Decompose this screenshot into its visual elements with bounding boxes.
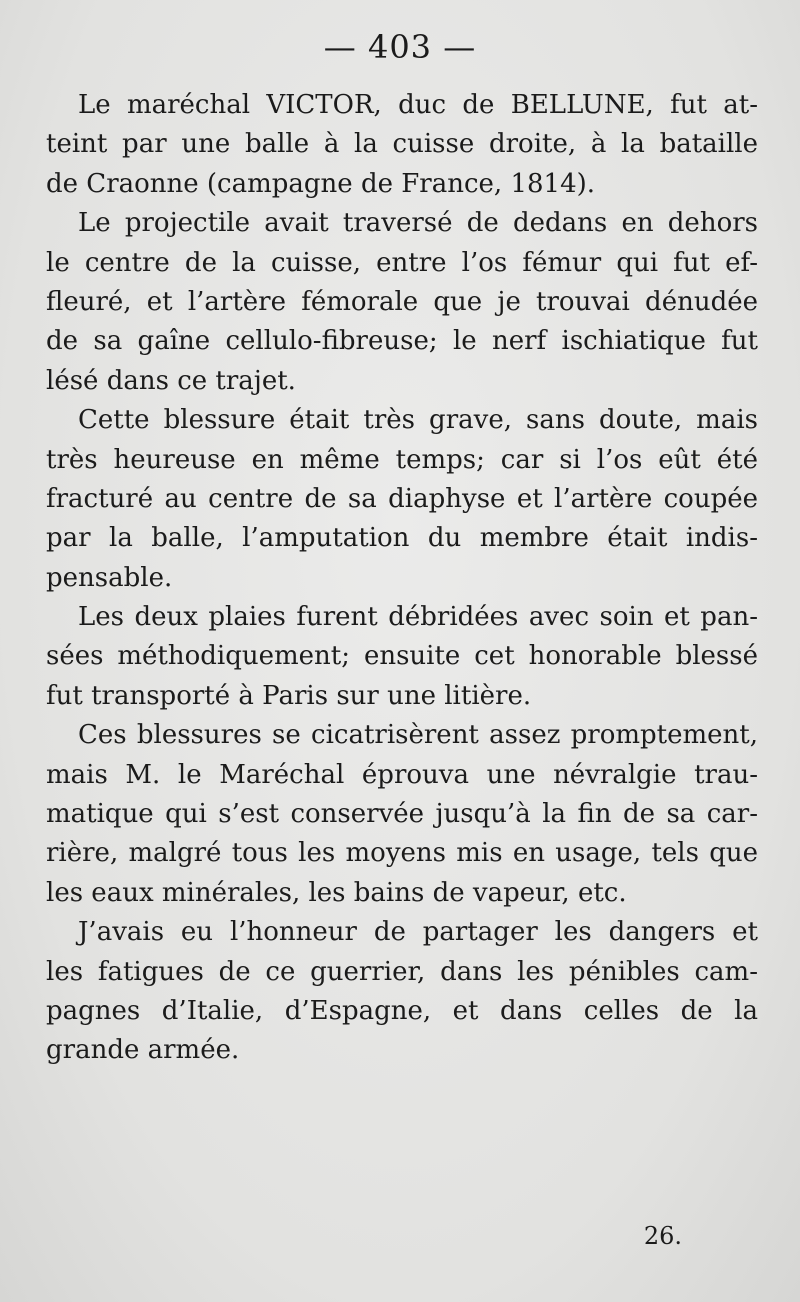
text-line: rière, malgré tous les moyens mis en usage, tels que [46, 838, 758, 869]
text-line: Ces blessures se cicatrisèrent assez promptement, [78, 720, 758, 751]
text-line: pensable. [46, 562, 173, 593]
text-line: très heureuse en même temps; car si l’os eût été [46, 444, 758, 475]
text-line: fracturé au centre de sa diaphyse et l’artère coupée [46, 483, 758, 514]
text-line: sées méthodiquement; ensuite cet honorable blessé [46, 641, 758, 672]
text-line: par la balle, l’amputation du membre était indis- [46, 523, 758, 554]
paragraph-6 [46, 913, 758, 1071]
text-line: les eaux minérales, les bains de vapeur, etc. [46, 877, 627, 908]
paragraph-5 [46, 716, 758, 913]
text-line: Le projectile avait traversé de dedans en dehors [78, 208, 758, 239]
page-number: — 403 — [323, 28, 477, 66]
text-line: pagnes d’Italie, d’Espagne, et dans celles de la [46, 995, 758, 1026]
text-line: J’avais eu l’honneur de partager les dangers et [78, 917, 758, 948]
paragraph-1 [46, 86, 758, 204]
body-text [46, 86, 758, 1071]
text-line: teint par une balle à la cuisse droite, à la bataille [46, 129, 758, 160]
text-line: le centre de la cuisse, entre l’os fémur qui fut ef- [46, 247, 758, 278]
text-line: fleuré, et l’artère fémorale que je trouvai dénudée [46, 286, 758, 317]
text-line: Le maréchal VICTOR, duc de BELLUNE, fut at- [78, 90, 758, 120]
text-line: fut transporté à Paris sur une litière. [46, 680, 532, 711]
paragraph-4 [46, 598, 758, 716]
signature-mark: 26. [643, 1222, 682, 1250]
text-line: de sa gaîne cellulo-fibreuse; le nerf ischiatique fut [46, 326, 758, 357]
text-line: les fatigues de ce guerrier, dans les pénibles cam- [46, 956, 758, 987]
text-line: matique qui s’est conservée jusqu’à la fin de sa car- [46, 799, 758, 830]
paragraph-2 [46, 204, 758, 401]
text-line: Les deux plaies furent débridées avec soin et pan- [78, 602, 758, 633]
text-line: mais M. le Maréchal éprouva une névralgie trau- [46, 759, 758, 790]
text-line: lésé dans ce trajet. [46, 365, 296, 396]
text-line: de Craonne (campagne de France, 1814). [46, 168, 596, 199]
text-line: Cette blessure était très grave, sans doute, mais [78, 405, 758, 436]
text-line: grande armée. [46, 1035, 240, 1066]
paragraph-3 [46, 401, 758, 598]
